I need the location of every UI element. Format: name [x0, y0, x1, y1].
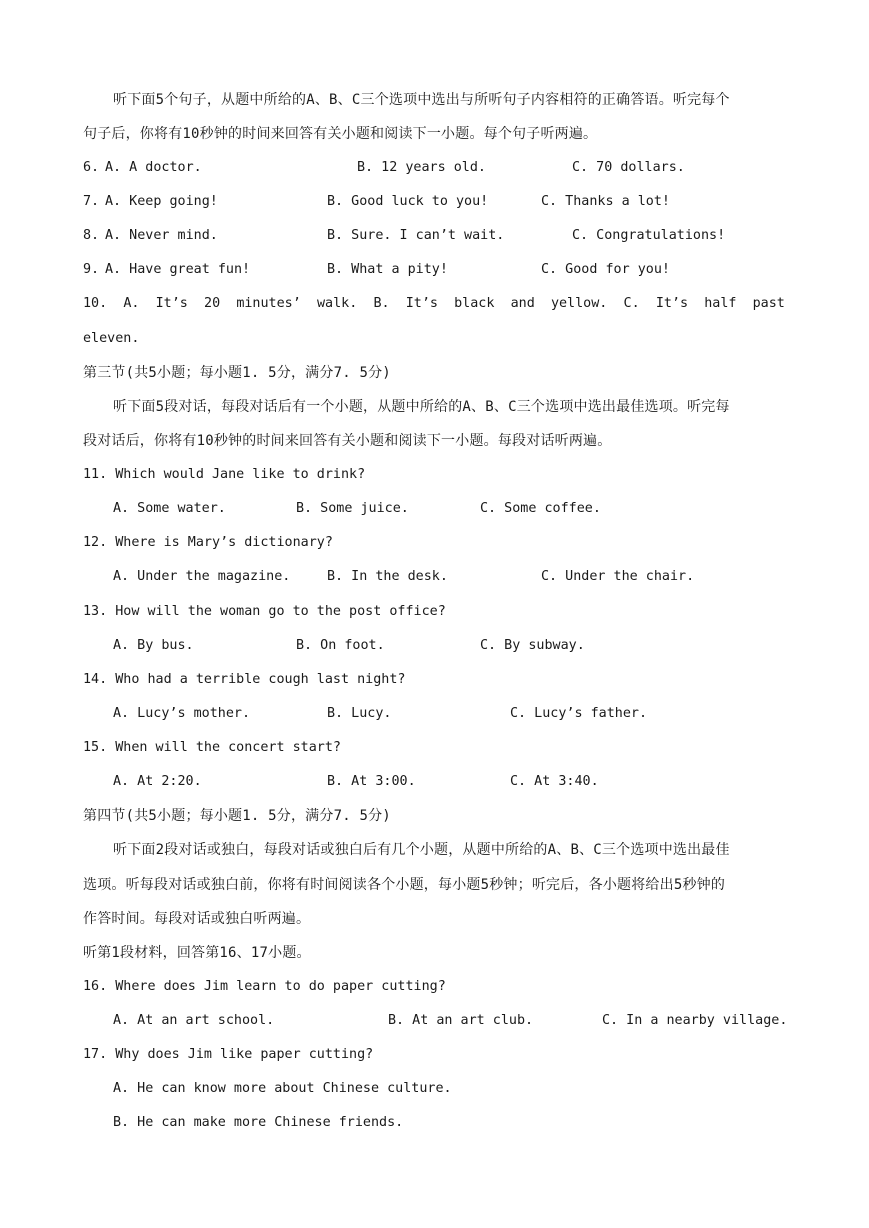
question-10	[83, 294, 785, 314]
sec3-instruction-line-2: 段对话后，你将有10秒钟的时间来回答有关小题和阅读下一小题。每段对话听两遍。	[83, 433, 612, 449]
q16-option-c: C. In a nearby village.	[602, 1013, 788, 1028]
sec4-instruction-line-1: 听下面2段对话或独白，每段对话或独白后有几个小题，从题中所给的A、B、C三个选项中选出最佳	[113, 842, 730, 858]
q9-option-b: B. What a pity!	[327, 262, 448, 277]
q6-option-c: C. 70 dollars.	[572, 160, 685, 175]
q8-option-a: A. Never mind.	[105, 228, 218, 243]
q7-option-b: B. Good luck to you!	[327, 194, 489, 209]
q11-option-a: A. Some water.	[113, 501, 226, 516]
sec3-instruction-line-1: 听下面5段对话，每段对话后有一个小题，从题中所给的A、B、C三个选项中选出最佳选项。听完每	[113, 399, 730, 415]
q16-option-b: B. At an art club.	[388, 1013, 534, 1028]
q11-option-c: C. Some coffee.	[480, 501, 601, 516]
q10-word: half	[704, 296, 737, 311]
q13-option-a: A. By bus.	[113, 638, 194, 653]
q12-stem: 12. Where is Mary’s dictionary?	[83, 535, 333, 550]
sec4-material-1-heading: 听第1段材料，回答第16、17小题。	[83, 945, 311, 961]
q14-stem: 14. Who had a terrible cough last night?	[83, 672, 406, 687]
q10-word: C.	[623, 296, 640, 311]
q10-word: minutes’	[236, 296, 301, 311]
q15-option-b: B. At 3:00.	[327, 774, 416, 789]
q9-number: 9.	[83, 262, 100, 277]
q7-number: 7.	[83, 194, 100, 209]
q7-option-c: C. Thanks a lot!	[541, 194, 670, 209]
q6-option-a: A. A doctor.	[105, 160, 202, 175]
q15-option-c: C. At 3:40.	[510, 774, 599, 789]
q10-word: It’s	[405, 296, 438, 311]
q9-option-a: A. Have great fun!	[105, 262, 251, 277]
q12-option-c: C. Under the chair.	[541, 569, 695, 584]
q15-stem: 15. When will the concert start?	[83, 740, 341, 755]
q13-stem: 13. How will the woman go to the post office?	[83, 604, 446, 619]
q10-word: yellow.	[550, 296, 608, 311]
q10-word: past	[752, 296, 785, 311]
q10-word: It’s	[155, 296, 188, 311]
q14-option-c: C. Lucy’s father.	[510, 706, 648, 721]
q13-option-c: C. By subway.	[480, 638, 585, 653]
sec2-instruction-line-2: 句子后，你将有10秒钟的时间来回答有关小题和阅读下一小题。每个句子听两遍。	[83, 126, 598, 142]
q10-word: B.	[373, 296, 390, 311]
sec4-instruction-line-3: 作答时间。每段对话或独白听两遍。	[83, 911, 311, 927]
q10-continuation: eleven.	[83, 331, 140, 346]
q17-stem: 17. Why does Jim like paper cutting?	[83, 1047, 374, 1062]
sec4-instruction-line-2: 选项。听每段对话或独白前，你将有时间阅读各个小题，每小题5秒钟；听完后，各小题将给出5秒钟的	[83, 877, 726, 893]
q10-word: It’s	[655, 296, 689, 311]
q17-option-a: A. He can know more about Chinese culture.	[113, 1081, 452, 1096]
q11-stem: 11. Which would Jane like to drink?	[83, 467, 366, 482]
q17-option-b: B. He can make more Chinese friends.	[113, 1115, 404, 1130]
q13-option-b: B. On foot.	[296, 638, 385, 653]
q11-option-b: B. Some juice.	[296, 501, 409, 516]
q7-option-a: A. Keep going!	[105, 194, 218, 209]
q6-number: 6.	[83, 160, 100, 175]
q10-word: black	[454, 296, 495, 311]
q15-option-a: A. At 2:20.	[113, 774, 202, 789]
sec2-instruction-line-1: 听下面5个句子，从题中所给的A、B、C三个选项中选出与所听句子内容相符的正确答语。听完每个	[113, 92, 730, 108]
q10-word: 10.	[83, 296, 108, 311]
sec3-title: 第三节(共5小题；每小题1. 5分，满分7. 5分)	[83, 365, 391, 381]
q10-word: A.	[123, 296, 140, 311]
q16-option-a: A. At an art school.	[113, 1013, 275, 1028]
q6-option-b: B. 12 years old.	[357, 160, 486, 175]
q8-number: 8.	[83, 228, 100, 243]
q12-option-b: B. In the desk.	[327, 569, 448, 584]
q8-option-c: C. Congratulations!	[572, 228, 726, 243]
q10-word: 20	[204, 296, 221, 311]
q10-word: and	[510, 296, 535, 311]
q12-option-a: A. Under the magazine.	[113, 569, 291, 584]
sec4-title: 第四节(共5小题；每小题1. 5分，满分7. 5分)	[83, 808, 391, 824]
q16-stem: 16. Where does Jim learn to do paper cutting?	[83, 979, 446, 994]
q14-option-b: B. Lucy.	[327, 706, 392, 721]
q10-word: walk.	[316, 296, 358, 311]
q9-option-c: C. Good for you!	[541, 262, 670, 277]
q14-option-a: A. Lucy’s mother.	[113, 706, 251, 721]
q8-option-b: B. Sure. I can’t wait.	[327, 228, 505, 243]
